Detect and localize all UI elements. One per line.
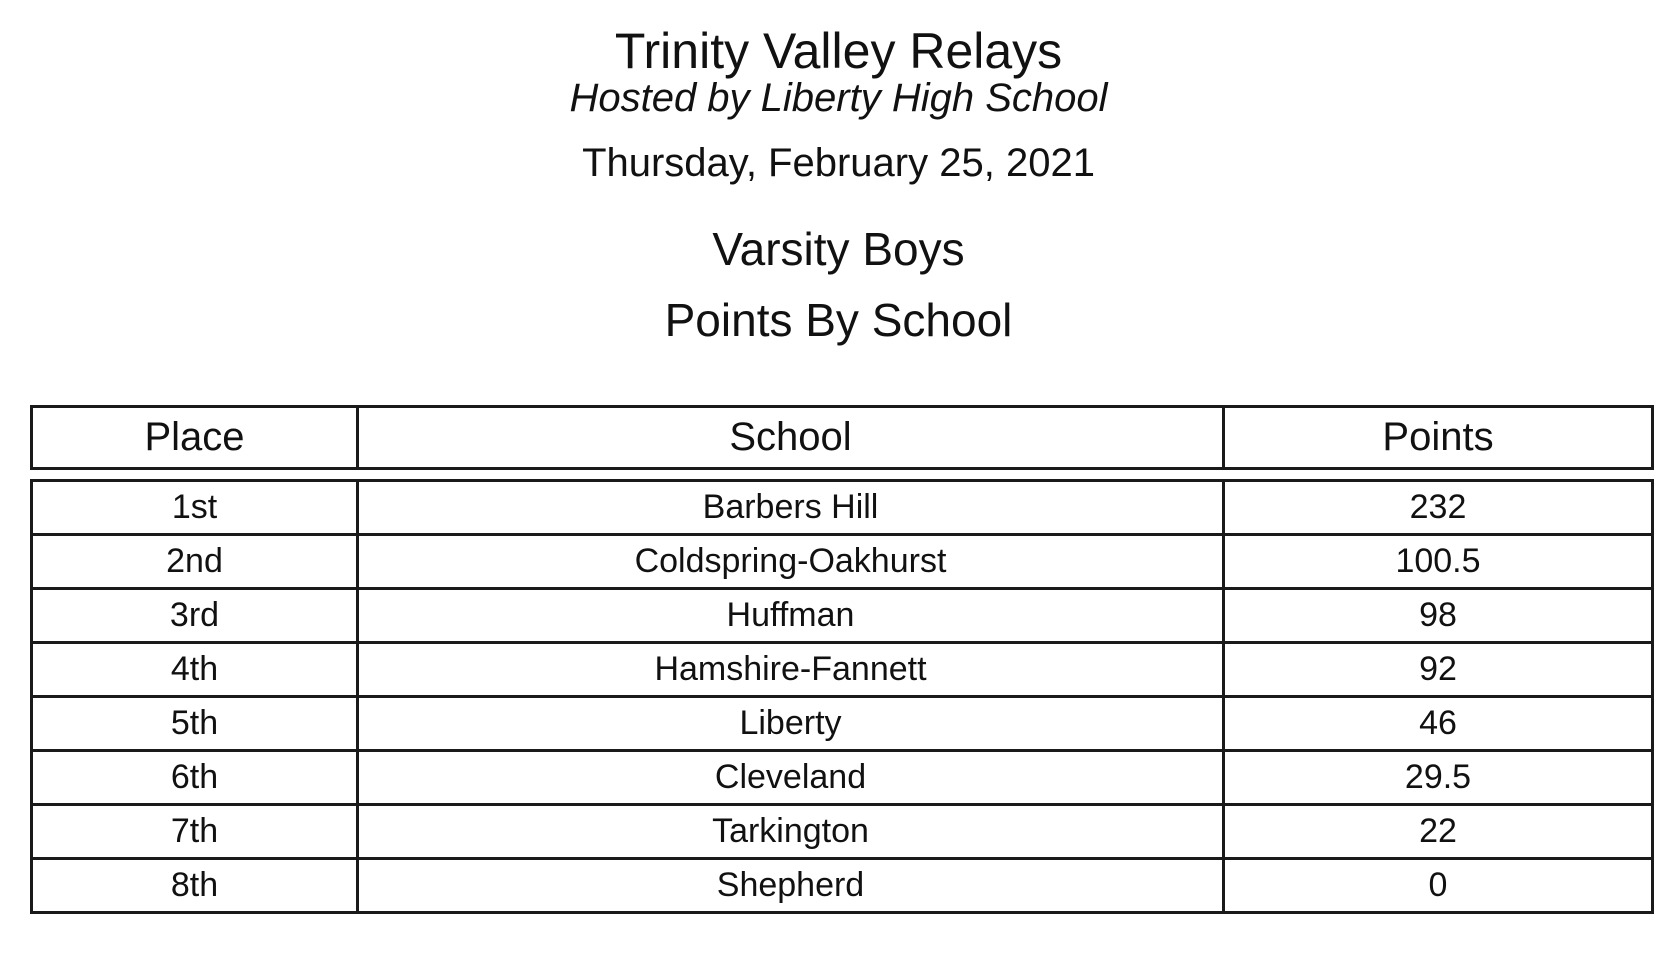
report-heading: Points By School [664, 294, 1013, 346]
table-row [33, 752, 1651, 806]
column-header-place: Place [33, 408, 359, 467]
place-cell: 6th [33, 752, 359, 803]
column-header-points: Points [1382, 415, 1494, 459]
host-line: Hosted by Liberty High School [569, 76, 1108, 120]
meet-date: Thursday, February 25, 2021 [582, 141, 1095, 185]
points-cell: 92 [1419, 650, 1457, 688]
points-cell: 98 [1419, 596, 1457, 634]
table-row [33, 590, 1651, 644]
table-row [33, 806, 1651, 860]
school-cell: Huffman [359, 590, 1225, 641]
table-row [33, 536, 1651, 590]
school-cell: Liberty [359, 698, 1225, 749]
place-cell: 1st [33, 482, 359, 533]
place-cell: 7th [33, 806, 359, 857]
table-row [33, 644, 1651, 698]
points-cell: 22 [1419, 812, 1457, 850]
table-row [33, 698, 1651, 752]
results-table-body [30, 479, 1654, 914]
place-cell: 5th [33, 698, 359, 749]
school-cell: Coldspring-Oakhurst [359, 536, 1225, 587]
points-cell: 46 [1419, 704, 1457, 742]
school-cell: Hamshire-Fannett [359, 644, 1225, 695]
column-header-school: School [359, 408, 1225, 467]
table-header [30, 405, 1654, 470]
table-row [33, 860, 1651, 911]
school-cell: Barbers Hill [359, 482, 1225, 533]
points-cell: 29.5 [1404, 758, 1472, 796]
school-cell: Shepherd [359, 860, 1225, 911]
table-row [33, 482, 1651, 536]
meet-title: Trinity Valley Relays [614, 23, 1063, 79]
place-cell: 3rd [33, 590, 359, 641]
school-cell: Cleveland [359, 752, 1225, 803]
division-heading: Varsity Boys [712, 223, 965, 275]
place-cell: 4th [33, 644, 359, 695]
points-cell: 0 [1428, 866, 1448, 904]
school-cell: Tarkington [359, 806, 1225, 857]
place-cell: 8th [33, 860, 359, 911]
points-cell: 100.5 [1395, 542, 1481, 580]
points-cell: 232 [1409, 488, 1467, 526]
place-cell: 2nd [33, 536, 359, 587]
